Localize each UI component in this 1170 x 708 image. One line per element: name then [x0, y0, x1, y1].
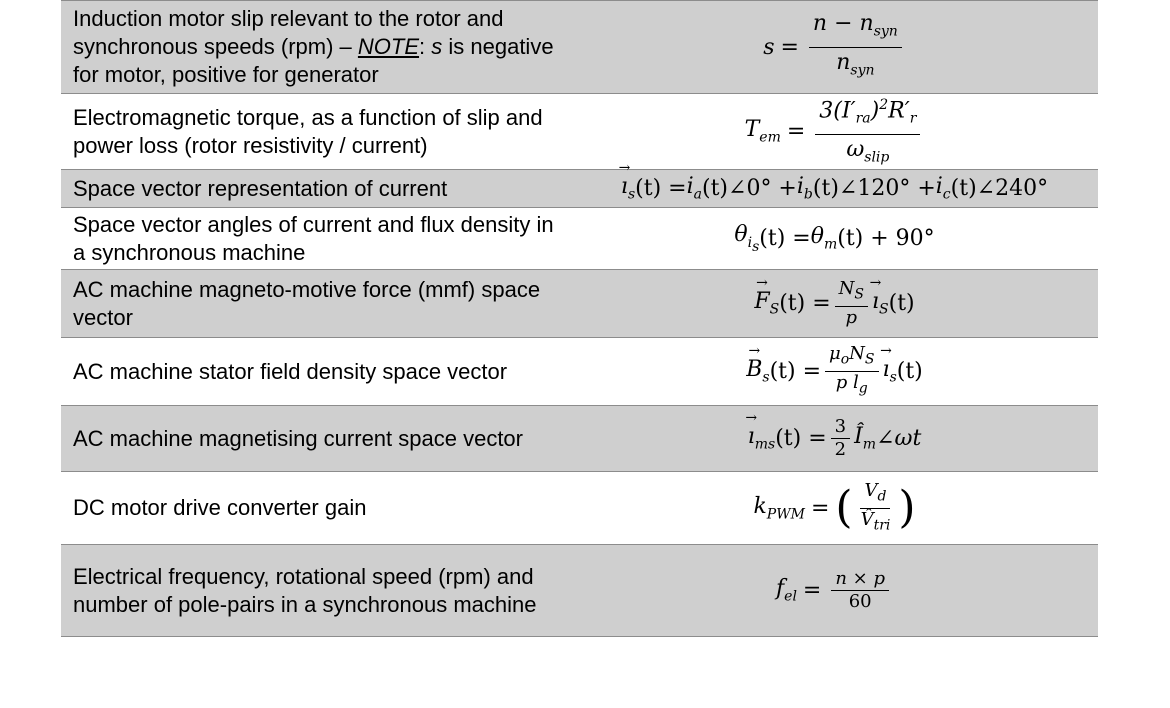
electrical-frequency-formula: $f_{el}$ = $\frac{n \times p}{60}$	[571, 568, 1098, 613]
table-row	[61, 545, 1098, 637]
table-row	[61, 170, 1098, 208]
formula-lhs: $T_{em}$	[744, 117, 781, 146]
row-description: Space vector representation of current	[73, 175, 448, 201]
table-row	[61, 208, 1098, 270]
description-text: :	[419, 34, 432, 59]
description-text: Induction motor slip relevant to the rotor and synchronous speeds (rpm) –	[73, 6, 504, 59]
fraction: $\frac{3}{2}$	[831, 416, 850, 461]
numerator: $n - n_{syn}$	[809, 9, 902, 47]
row-description: DC motor drive converter gain	[73, 495, 367, 520]
formula-lhs: s	[763, 34, 775, 60]
table-row	[61, 94, 1098, 170]
table-row	[61, 406, 1098, 472]
denominator: $\omega_{slip}$	[846, 137, 890, 166]
row-description: AC machine magnetising current space vector	[73, 425, 523, 451]
row-description: AC machine stator field density space vector	[73, 358, 508, 384]
fraction: $\frac{N_S}{p}$	[835, 278, 868, 329]
denominator: $n_{syn}$	[836, 49, 875, 78]
slip-formula: s = $\frac{n - n_{syn}}{n_{syn}}$	[571, 9, 1098, 85]
fraction: $\frac{\mu_oN_S}{p l_g}$	[825, 343, 878, 399]
converter-gain-formula: $k_{PWM}$ = ( $\frac{V_d}{V̂_{tri}}$ )	[571, 480, 1098, 536]
numerator: $3(I'_{ra})^2R'_r$	[815, 90, 920, 135]
description-text: is negative for motor, positive for generator	[73, 34, 554, 87]
fraction: $\frac{V_d}{V̂_{tri}}$	[860, 479, 891, 534]
note-label: NOTE	[357, 34, 420, 59]
table-row	[61, 1, 1098, 94]
fraction: $\frac{n \times p}{60}$	[831, 568, 889, 613]
mmf-formula: → $F_S$ (t) = $\frac{N_S}{p}$ → $ı_S$ (t)	[571, 278, 1098, 329]
space-vector-angle-formula: $\theta_{i_s}$ (t) = $\theta_m$ (t) + 90°	[734, 222, 935, 255]
table-row	[61, 472, 1098, 545]
row-description: Space vector angles of current and flux density in a synchronous machine	[73, 211, 554, 265]
fraction	[809, 9, 902, 85]
magnetising-current-formula: → $ı_{ms}$ (t) = $\frac{3}{2}$ $Î_m$ ∠ωt	[571, 416, 1098, 461]
variable-s: s	[431, 34, 443, 59]
space-vector-current-formula: → $ı_s$ (t) = $i_a$ (t)∠0° + $i_b$ (t)∠120° + $i_c$ (t)∠240°	[571, 174, 1098, 202]
row-description: Electromagnetic torque, as a function of slip and power loss (rotor resistivity / current)	[73, 104, 543, 158]
row-description: AC machine magneto-motive force (mmf) space vector	[73, 276, 541, 330]
row-description	[61, 5, 571, 89]
formula-table	[61, 0, 1098, 637]
table-row	[61, 270, 1098, 338]
stator-field-density-formula: → $B_s$ (t) = $\frac{\mu_oN_S}{p l_g}$ → $ı_s$ (t)	[571, 343, 1098, 399]
fraction	[815, 90, 920, 172]
table-row	[61, 338, 1098, 406]
torque-formula: $T_{em}$ = $\frac{3(I'_{ra})^2R'_r}{\omega_{slip}}$	[571, 90, 1098, 172]
row-description: Electrical frequency, rotational speed (rpm) and number of pole-pairs in a synchronous machine	[73, 563, 537, 617]
